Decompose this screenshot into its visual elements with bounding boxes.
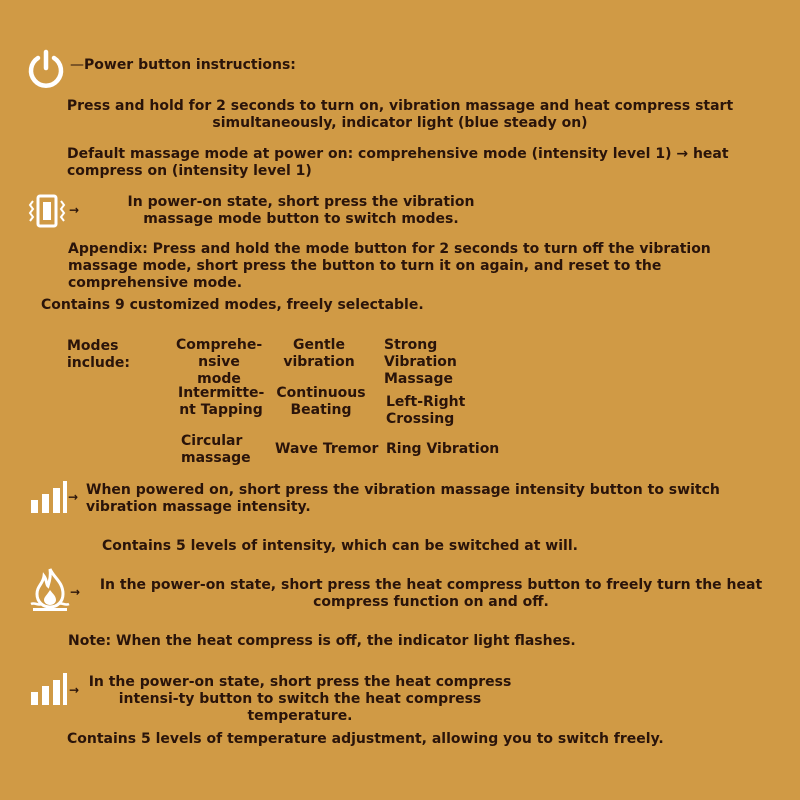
heat-level-description: In the power-on state, short press the heat compress intensi-ty button to switch the heat compress temperature. <box>88 674 512 724</box>
modes-intro: Contains 9 customized modes, freely selectable. <box>41 297 424 313</box>
heat-level-levels: Contains 5 levels of temperature adjustment, allowing you to switch freely. <box>67 731 664 747</box>
signal-bars-icon <box>30 480 68 514</box>
mode-item: Circular massage <box>181 433 251 466</box>
power-title: —Power button instructions: <box>70 57 296 73</box>
arrow-icon: → <box>69 683 80 697</box>
heat-note: Note: When the heat compress is off, the indicator light flashes. <box>68 633 576 649</box>
flame-icon <box>29 566 71 612</box>
mode-appendix: Appendix: Press and hold the mode button for 2 seconds to turn off the vibration massage mode, short press the button to turn it on again, and reset to the comprehensive mode. <box>68 241 711 291</box>
power-description: Press and hold for 2 seconds to turn on, vibration massage and heat compress start simultaneously, indicator light (blue steady on) <box>66 98 734 131</box>
mode-item: Continuous Beating <box>276 385 366 418</box>
arrow-icon: → <box>70 585 81 599</box>
heat-description: In the power-on state, short press the heat compress button to freely turn the heat compress function on and off. <box>99 577 763 610</box>
arrow-icon: → <box>68 490 79 504</box>
power-icon <box>26 48 66 88</box>
mode-item: Ring Vibration <box>386 441 500 457</box>
arrow-icon: → <box>69 203 80 217</box>
default-mode-text: Default massage mode at power on: comprehensive mode (intensity level 1) → heat compress on (intensity level 1) <box>67 146 729 179</box>
intensity-levels: Contains 5 levels of intensity, which can be switched at will. <box>102 538 578 554</box>
mode-item: Left-Right Crossing <box>386 394 466 427</box>
signal-bars-icon <box>30 672 68 706</box>
mode-item: Intermitte-nt Tapping <box>178 385 265 418</box>
mode-item: Wave Tremor <box>275 441 379 457</box>
mode-item: Strong Vibration Massage <box>384 337 457 387</box>
mode-button-description: In power-on state, short press the vibration massage mode button to switch modes. <box>127 194 475 227</box>
mode-item: Comprehe-nsive mode <box>176 337 263 387</box>
modes-label: Modes include: <box>67 338 130 371</box>
mode-item: Gentle vibration <box>283 337 355 370</box>
vibration-mode-icon <box>28 193 66 229</box>
intensity-description: When powered on, short press the vibration massage intensity button to switch vibration massage intensity. <box>86 482 720 515</box>
